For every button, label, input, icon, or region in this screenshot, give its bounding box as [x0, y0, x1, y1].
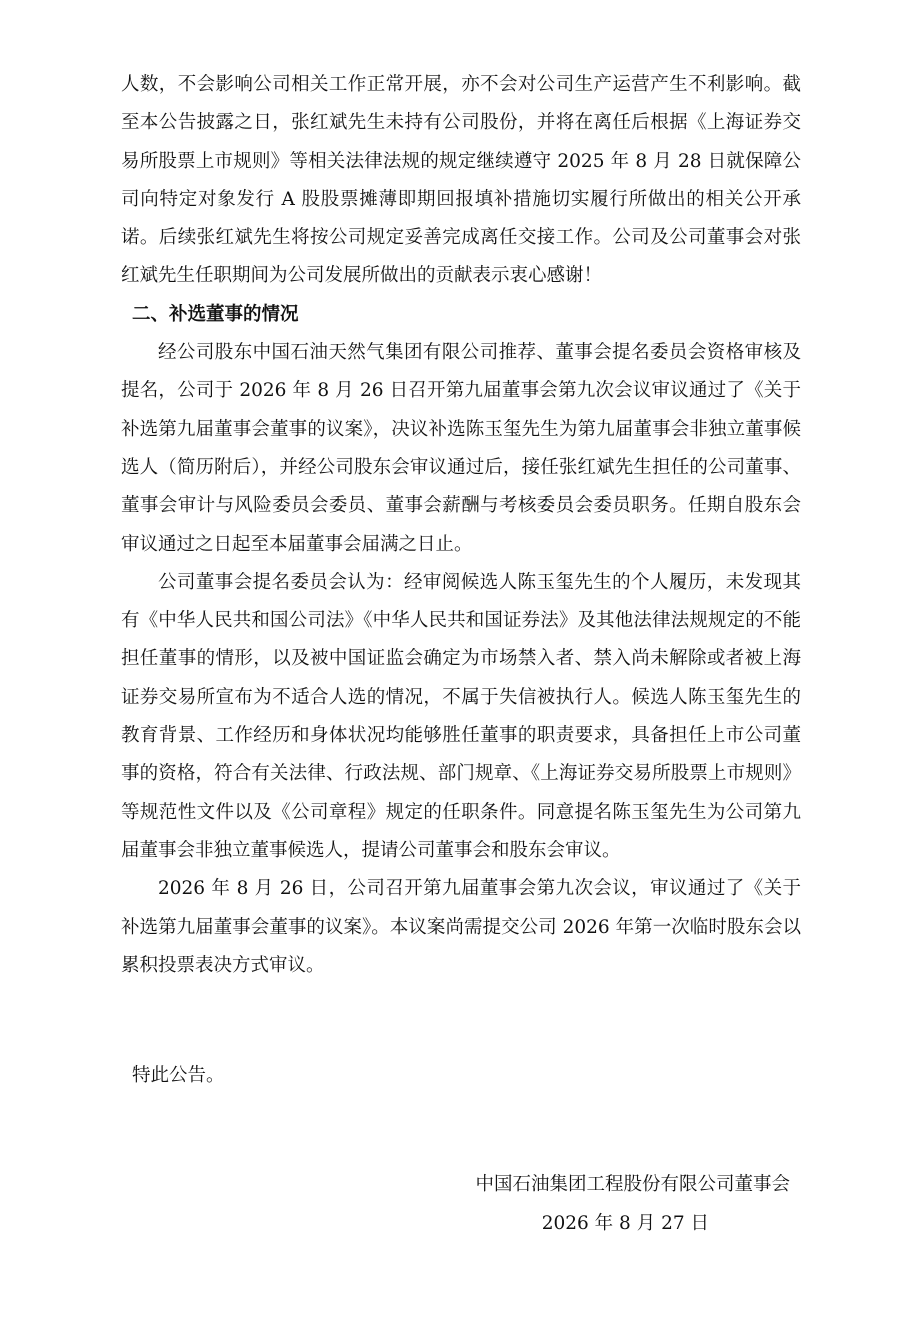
- paragraph-committee-opinion: 公司董事会提名委员会认为：经审阅候选人陈玉玺先生的个人履历，未发现其有《中华人民共和国公司法》《中华人民共和国证券法》及其他法律法规规定的不能担任董事的情形，以及被中国证监会确定为市场禁入者、禁入尚未解除或者被上海证券交易所宣布为不适合人选的情况，不属于失信被执行人。候选人陈玉玺先生的教育背景、工作经历和身体状况均能够胜任董事的职责要求，具备担任上市公司董事的资格，符合有关法律、行政法规、部门规章、《上海证券交易所股票上市规则》等规范性文件以及《公司章程》规定的任职条件。同意提名陈玉玺先生为公司第九届董事会非独立董事候选人，提请公司董事会和股东会审议。: [121, 571, 801, 861]
- section-heading: 二、补选董事的情况: [132, 303, 299, 325]
- signature-date: 2026 年 8 月 27 日: [541, 1213, 709, 1234]
- signer-name: 中国石油集团工程股份有限公司董事会: [475, 1174, 790, 1195]
- paragraph-continuation: 人数，不会影响公司相关工作正常开展，亦不会对公司生产运营产生不利影响。截至本公告披露之日，张红斌先生未持有公司股份，并将在离任后根据《上海证券交易所股票上市规则》等相关法律法规的规定继续遵守 2025 年 8 月 28 日就保障公司向特定对象发行 A 股股票摊薄即期回报填补措施切实履行所做出的相关公开承诺。后续张红斌先生将按公司规定妥善完成离任交接工作。公司及公司董事会对张红斌先生任职期间为公司发展所做出的贡献表示衷心感谢！: [121, 74, 801, 287]
- paragraph-board-meeting: 2026 年 8 月 26 日，公司召开第九届董事会第九次会议，审议通过了《关于补选第九届董事会董事的议案》。本议案尚需提交公司 2026 年第一次临时股东会以累积投票表决方式审议。: [121, 878, 801, 976]
- paragraph-nomination: 经公司股东中国石油天然气集团有限公司推荐、董事会提名委员会资格审核及提名，公司于 2026 年 8 月 26 日召开第九届董事会第九次会议审议通过了《关于补选第九届董事会董事的议案》，决议补选陈玉玺先生为第九届董事会非独立董事候选人（简历附后），并经公司股东会审议通过后，接任张红斌先生担任的公司董事、董事会审计与风险委员会委员、董事会薪酬与考核委员会委员职务。任期自股东会审议通过之日起至本届董事会届满之日止。: [121, 342, 801, 555]
- closing-statement: 特此公告。: [132, 1065, 225, 1086]
- document-body: [121, 66, 801, 985]
